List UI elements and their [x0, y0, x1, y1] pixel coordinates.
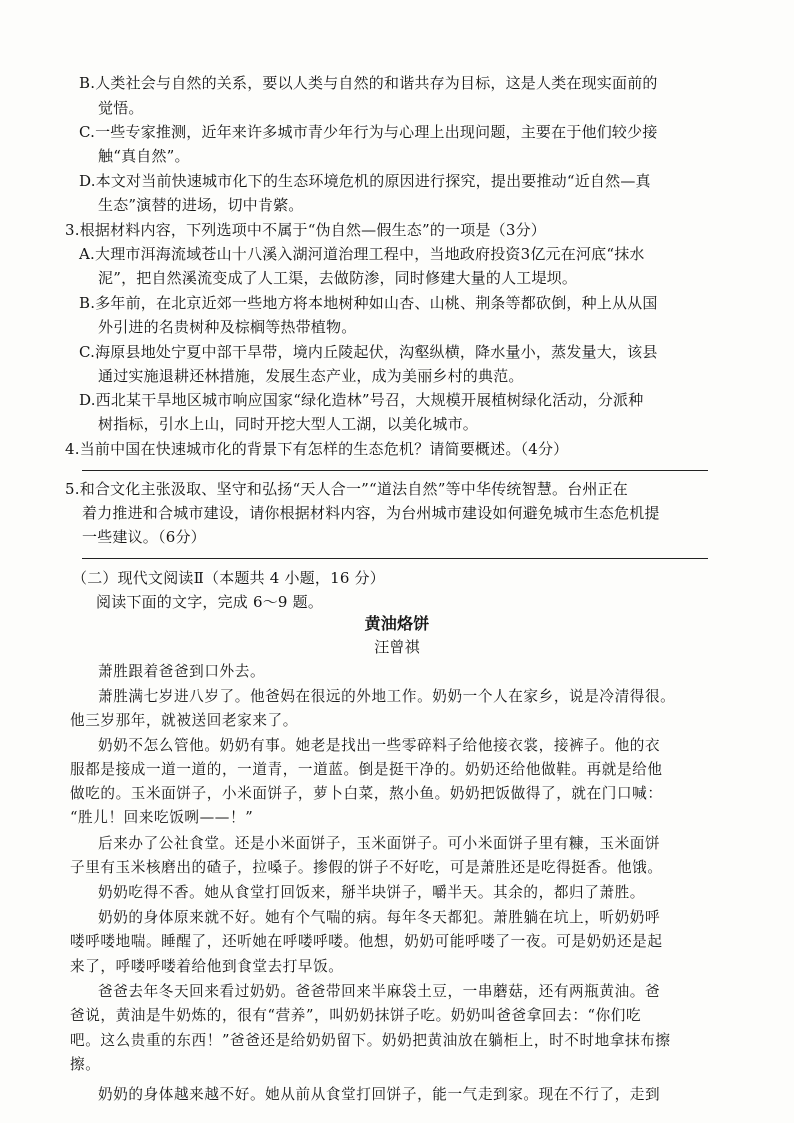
- story-line: 做吃的。玉米面饼子，小米面饼子，萝卜白菜，熬小鱼。奶奶把饭做得了，就在门口喊：: [70, 785, 663, 802]
- story-line: 服都是接成一道一道的，一道青，一道蓝。倒是挺干净的。奶奶还给他做鞋。再就是给他: [70, 761, 663, 778]
- q3-option-c-line-1: C.海原县地处宁夏中部干旱带，境内丘陵起伏，沟壑纵横，降水量小，蒸发量大，该县: [79, 343, 658, 361]
- story-line: 爸说，黄油是牛奶炼的，很有“营养”，叫奶奶抹饼子吃。奶奶叫爸爸拿回去：“你们吃: [70, 1007, 642, 1024]
- story-line: 后来办了公社食堂。还是小米面饼子，玉米面饼子。可小米面饼子里有糠，玉米面饼: [98, 835, 661, 852]
- story-line: 他三岁那年，就被送回老家来了。: [70, 712, 298, 729]
- story-line: 喽呼喽地喘。睡醒了，还听她在呼喽呼喽。他想，奶奶可能呼喽了一夜。可是奶奶还是起: [70, 933, 663, 950]
- section-2-header: （二）现代文阅读Ⅱ（本题共 4 小题，16 分）: [72, 569, 385, 587]
- answer-line-q5: [82, 558, 708, 559]
- option-b-line-2: 觉悟。: [98, 99, 144, 117]
- question-5-line-2: 着力推进和合城市建设，请你根据材料内容，为台州城市建设如何避免城市生态危机提: [82, 504, 660, 522]
- q3-option-d-line-1: D.西北某干旱地区城市响应国家“绿化造林”号召，大规模开展植树绿化活动，分派种: [79, 391, 644, 409]
- q3-option-b-line-2: 外引进的名贵树种及棕榈等热带植物。: [98, 318, 357, 336]
- story-line: 奶奶的身体越来越不好。她从前从食堂打回饼子，能一气走到家。现在不行了，走到: [98, 1086, 661, 1103]
- story-line: 萧胜跟着爸爸到口外去。: [98, 663, 266, 680]
- option-c-line-2: 触“真自然”。: [98, 147, 190, 165]
- story-line: “胜儿！回来吃饭咧——！”: [70, 809, 254, 826]
- story-line: 子里有玉米核磨出的碴子，拉嗓子。掺假的饼子不好吃，可是萧胜还是吃得挺香。他饿。: [70, 859, 663, 876]
- option-d-line-1: D.本文对当前快速城市化下的生态环境危机的原因进行探究，提出要推动“近自然—真: [79, 172, 651, 190]
- question-5-line-3: 一些建议。（6分）: [82, 528, 206, 546]
- q3-option-d-line-2: 树指标，引水上山，同时开挖大型人工湖，以美化城市。: [98, 415, 479, 433]
- story-title: 黄油烙饼: [364, 614, 430, 633]
- question-4: 4.当前中国在快速城市化的背景下有怎样的生态危机？请简要概述。（4分）: [65, 440, 569, 458]
- option-d-line-2: 生态”演替的进场，切中肯綮。: [98, 196, 304, 214]
- q3-option-c-line-2: 通过实施退耕还林措施，发展生态产业，成为美丽乡村的典范。: [98, 367, 524, 385]
- answer-line-q4: [82, 470, 708, 471]
- section-2-instruction: 阅读下面的文字，完成 6～9 题。: [96, 593, 324, 611]
- q3-option-a-line-2: 泥”，把自然溪流变成了人工渠，去做防渗，同时修建大量的人工堤坝。: [98, 269, 578, 287]
- story-line: 奶奶的身体原来就不好。她有个气喘的病。每年冬天都犯。萧胜躺在坑上，听奶奶呼: [98, 909, 661, 926]
- story-line: 爸爸去年冬天回来看过奶奶。爸爸带回来半麻袋土豆，一串蘑菇，还有两瓶黄油。爸: [98, 983, 661, 1000]
- q3-option-a-line-1: A.大理市洱海流域苍山十八溪入湖河道治理工程中，当地政府投资3亿元在河底“抹水: [79, 245, 645, 263]
- question-3-stem: 3.根据材料内容，下列选项中不属于“伪自然—假生态”的一项是（3分）: [65, 221, 546, 239]
- option-c-line-1: C.一些专家推测，近年来许多城市青少年行为与心理上出现问题，主要在于他们较少接: [79, 123, 658, 141]
- story-line: 吧。这么贵重的东西！”爸爸还是给奶奶留下。奶奶把黄油放在躺柜上，时不时地拿抹布擦: [70, 1032, 671, 1049]
- question-5-line-1: 5.和合文化主张汲取、坚守和弘扬“天人合一”“道法自然”等中华传统智慧。台州正在: [65, 480, 628, 498]
- story-line: 奶奶不怎么管他。奶奶有事。她老是找出一些零碎料子给他接衣裳，接裤子。他的衣: [98, 737, 661, 754]
- story-line: 萧胜满七岁进八岁了。他爸妈在很远的外地工作。奶奶一个人在家乡，说是冷清得很。: [98, 688, 676, 705]
- story-line: 来了，呼喽呼喽着给他到食堂去打早饭。: [70, 958, 344, 975]
- story-line: 奶奶吃得不香。她从食堂打回饭来，掰半块饼子，嚼半天。其余的，都归了萧胜。: [98, 884, 645, 901]
- story-author: 汪曾祺: [374, 638, 420, 656]
- story-line: 擦。: [70, 1056, 101, 1073]
- q3-option-b-line-1: B.多年前，在北京近郊一些地方将本地树种如山杏、山桃、荆条等都砍倒，种上从从国: [79, 294, 658, 312]
- option-b-line-1: B.人类社会与自然的关系，要以人类与自然的和谐共存为目标，这是人类在现实面前的: [79, 74, 658, 92]
